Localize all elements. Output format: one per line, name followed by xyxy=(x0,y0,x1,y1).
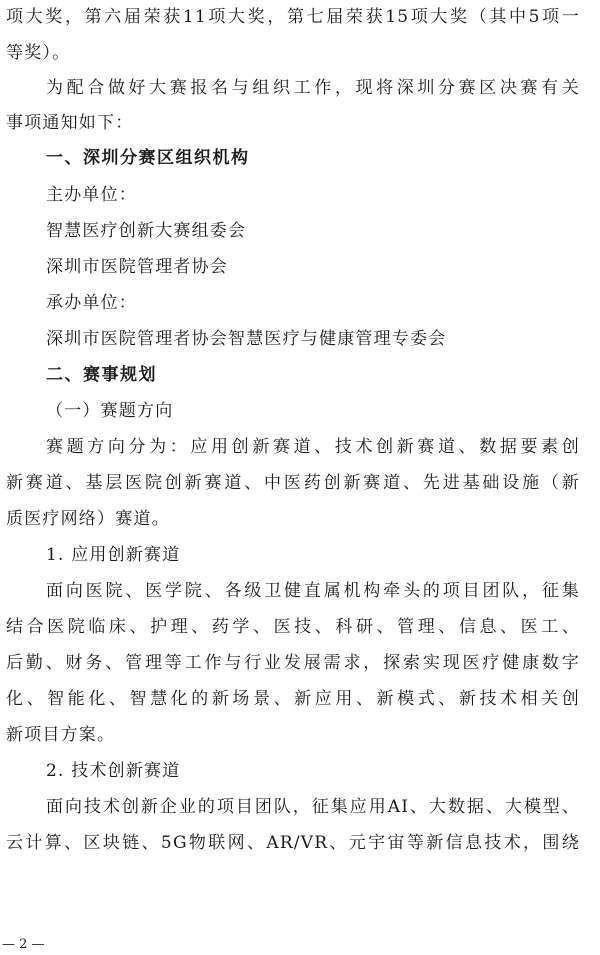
text-line: 质医疗网络）赛道。 xyxy=(6,509,170,529)
text-line: 智慧医疗创新大赛组委会 xyxy=(46,221,247,241)
text-line: 等奖）。 xyxy=(6,43,71,63)
subsection-heading: （一）赛题方向 xyxy=(46,401,174,421)
text-line: 面向医院、医学院、各级卫健直属机构牵头的项目团队，征集 xyxy=(46,581,580,601)
text-line: 化、智能化、智慧化的新场景、新应用、新模式、新技术相关创 xyxy=(6,689,580,709)
item-heading: 2. 技术创新赛道 xyxy=(46,761,181,781)
text-line: 云计算、区块链、5G物联网、AR/VR、元宇宙等新信息技术，围绕 xyxy=(6,833,580,853)
text-line: 新项目方案。 xyxy=(6,725,116,745)
text-line: 深圳市医院管理者协会智慧医疗与健康管理专委会 xyxy=(46,329,447,349)
text-line: 赛题方向分为：应用创新赛道、技术创新赛道、数据要素创 xyxy=(46,437,580,457)
text-line: 深圳市医院管理者协会 xyxy=(46,257,228,277)
page-number: — 2 — xyxy=(2,937,45,952)
text-line-continuation: 项大奖，第六届荣获11项大奖，第七届荣获15项大奖（其中5项一 xyxy=(6,7,580,27)
text-line: 事项通知如下： xyxy=(6,113,134,133)
section-heading-1: 一、深圳分赛区组织机构 xyxy=(46,148,250,168)
text-line: 面向技术创新企业的项目团队，征集应用AI、大数据、大模型、 xyxy=(46,797,580,817)
text-line: 主办单位： xyxy=(46,185,137,205)
item-heading: 1. 应用创新赛道 xyxy=(46,545,181,565)
section-heading-2: 二、赛事规划 xyxy=(46,365,157,385)
text-line: 结合医院临床、护理、药学、医技、科研、管理、信息、医工、 xyxy=(6,617,580,637)
text-line: 新赛道、基层医院创新赛道、中医药创新赛道、先进基础设施（新 xyxy=(6,473,580,493)
paragraph-intro: 为配合做好大赛报名与组织工作，现将深圳分赛区决赛有关 xyxy=(46,78,580,98)
text-line: 承办单位： xyxy=(46,293,137,313)
text-line: 后勤、财务、管理等工作与行业发展需求，探索实现医疗健康数字 xyxy=(6,653,580,673)
